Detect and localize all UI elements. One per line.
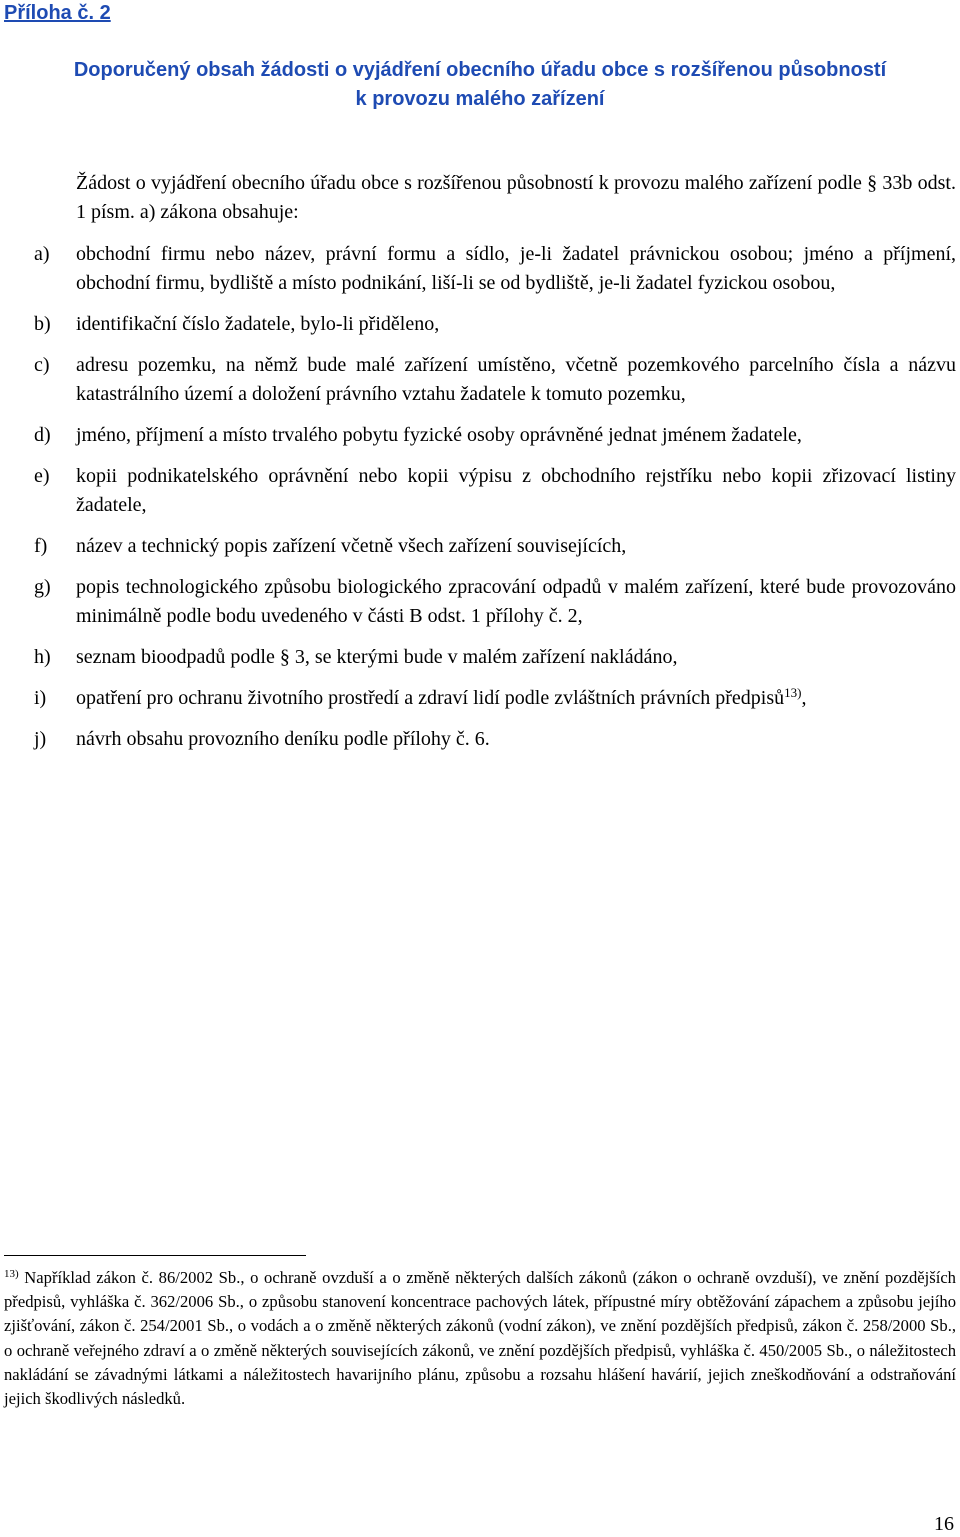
list-item-text: obchodní firmu nebo název, právní formu a sídlo, je-li žadatel právnickou osobou; jméno a příjmení, obchodní firmu, bydliště a místo podnikání, liší-li se od bydliště, je-li žadatel fyzickou osobou, (76, 243, 956, 294)
title-line-1: Doporučený obsah žádosti o vyjádření obecního úřadu obce s rozšířenou působností (73, 59, 887, 81)
list-marker: i) (34, 687, 47, 709)
intro-paragraph: Žádost o vyjádření obecního úřadu obce s rozšířenou působností k provozu malého zařízení podle § 33b odst. 1 písm. a) zákona obsahuje: (76, 172, 956, 223)
list-marker: c) (34, 354, 50, 376)
requirements-list (34, 240, 956, 766)
document-title (0, 56, 960, 114)
list-item-text: název a technický popis zařízení včetně všech zařízení souvisejících, (76, 535, 627, 557)
footnote-reference[interactable]: 13) (784, 685, 802, 700)
list-marker: h) (34, 646, 51, 668)
list-marker: a) (34, 243, 50, 265)
list-item-text: seznam bioodpadů podle § 3, se kterými bude v malém zařízení nakládáno, (76, 646, 678, 668)
list-item (34, 725, 956, 754)
list-marker: d) (34, 424, 51, 446)
list-item-tail: , (801, 687, 807, 709)
footnote (4, 1266, 956, 1411)
page-number: 16 (934, 1513, 954, 1535)
list-marker: b) (34, 313, 51, 335)
list-marker: j) (34, 728, 47, 750)
list-item (34, 532, 956, 561)
list-item-text: kopii podnikatelského oprávnění nebo kopii výpisu z obchodního rejstříku nebo kopii zřizovací listiny žadatele, (76, 465, 956, 516)
list-item-text: adresu pozemku, na němž bude malé zařízení umístěno, včetně pozemkového parcelního čísla a názvu katastrálního území a doložení právního vztahu žadatele k tomuto pozemku, (76, 354, 956, 405)
footnote-separator (4, 1255, 306, 1256)
footnote-mark: 13) (4, 1268, 19, 1280)
list-item (34, 240, 956, 298)
list-item-text: opatření pro ochranu životního prostředí a zdraví lidí podle zvláštních právních předpisů (76, 687, 785, 709)
list-item (34, 351, 956, 409)
list-marker: e) (34, 465, 50, 487)
list-item-text: popis technologického způsobu biologického zpracování odpadů v malém zařízení, které bude provozováno minimálně podle bodu uvedeného v části B odst. 1 přílohy č. 2, (76, 576, 956, 627)
list-item (34, 421, 956, 450)
list-item-text: návrh obsahu provozního deníku podle přílohy č. 6. (76, 728, 490, 750)
attachment-label: Příloha č. 2 (4, 2, 111, 24)
list-item (34, 462, 956, 520)
list-marker: f) (34, 535, 48, 557)
list-item (34, 643, 956, 672)
list-item-text: jméno, příjmení a místo trvalého pobytu fyzické osoby oprávněné jednat jménem žadatele, (76, 424, 802, 446)
list-item (34, 684, 956, 713)
list-item-text: identifikační číslo žadatele, bylo-li přiděleno, (76, 313, 440, 335)
footnote-text: Například zákon č. 86/2002 Sb., o ochraně ovzduší a o změně některých dalších zákonů (zákon o ochraně ovzduší), ve znění pozdějších předpisů, vyhláška č. 362/2006 Sb., o způsobu stanovení koncentrace pachových látek, přípustné míry obtěžování zápachem a způsobu jejího zjišťování, zákon č. 254/2001 Sb., o vodách a o změně některých zákonů (vodní zákon), ve znění pozdějších předpisů, zákon č. 258/2000 Sb., o ochraně veřejného zdraví a o změně některých souvisejících zákonů, ve znění pozdějších předpisů, vyhláška č. 450/2005 Sb., o náležitostech nakládání se závadnými látkami a náležitostech havarijního plánu, způsobu a rozsahu hlášení havárií, jejich zneškodňování a odstraňování jejich škodlivých následků. (4, 1268, 956, 1409)
list-marker: g) (34, 576, 51, 598)
list-item (34, 573, 956, 631)
list-item (34, 310, 956, 339)
title-line-2: k provozu malého zařízení (355, 88, 605, 110)
